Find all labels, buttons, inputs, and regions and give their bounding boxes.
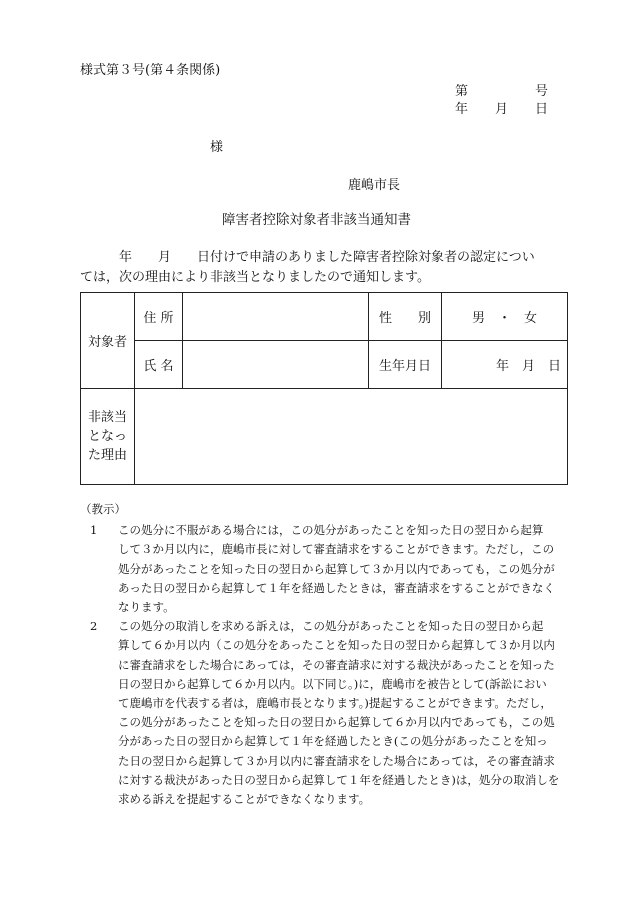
reason-label-line: た理由	[87, 448, 127, 463]
gender-options: 男 ・ 女	[471, 311, 537, 326]
reason-label-cell	[81, 389, 135, 485]
doc-number-suffix: 号	[535, 84, 549, 99]
document-title: 障害者控除対象者非該当通知書	[222, 212, 411, 228]
intro-paragraph	[80, 248, 570, 288]
subject-label-cell	[81, 293, 135, 389]
instruction-line: 日の翌日から起算して６か月以内。以下同じ。)に，鹿嶋市を被告として(訴訟におい	[118, 676, 547, 691]
instruction-number: 2	[90, 619, 98, 634]
instruction-line: この処分の取消しを求める訴えは，この処分があったことを知った日の翌日から起	[118, 619, 544, 634]
gender-label-cell	[369, 293, 442, 341]
address-label-cell	[135, 293, 183, 341]
instruction-line: 分があった日の翌日から起算して１年を経過したとき(この処分があったことを知っ	[118, 734, 548, 749]
instructions-heading: （教示）	[80, 502, 126, 516]
intro-line: ては，次の理由により非該当となりましたので通知します。	[80, 270, 430, 285]
instruction-body	[112, 617, 570, 809]
address-label: 住 所	[143, 311, 174, 326]
name-label: 氏 名	[143, 359, 174, 374]
dob-label: 生年月日	[378, 359, 431, 374]
instruction-item	[80, 521, 570, 617]
dob-value-cell	[442, 341, 568, 389]
issuer: 鹿嶋市長	[348, 178, 401, 193]
doc-number-prefix: 第	[455, 84, 469, 99]
date-month: 月	[495, 102, 509, 117]
reason-label-line: 非該当	[87, 410, 127, 425]
intro-line: 年 月 日付けで申請のありました障害者控除対象者の認定につい	[80, 250, 535, 265]
date-year: 年	[455, 102, 469, 117]
instruction-line: して３か月以内に，鹿嶋市長に対して審査請求をすることができます。ただし，この	[118, 542, 555, 557]
gender-options-cell	[442, 293, 568, 341]
instruction-line: 算して６か月以内（この処分をあったことを知った日の翌日から起算して３か月以内	[118, 638, 555, 653]
instruction-line: た日の翌日から起算して３か月以内に審査請求をした場合にあっては，その審査請求	[118, 753, 555, 768]
instruction-body	[112, 521, 570, 617]
instruction-number: 1	[90, 523, 98, 538]
instruction-line: に審査請求をした場合にあっては，その審査請求に対する裁決があったことを知った	[118, 657, 555, 672]
reason-label-line: となっ	[87, 429, 127, 444]
instruction-line: に対する裁決があった日の翌日から起算して１年を経過したとき)は，処分の取消しを	[118, 772, 560, 787]
name-label-cell	[135, 341, 183, 389]
dob-label-cell	[369, 341, 442, 389]
instruction-line: 求める訴えを提起することができなくなります。	[118, 792, 371, 807]
instructions-section	[80, 500, 570, 809]
reason-value-cell	[135, 389, 568, 485]
gender-label: 性 別	[378, 311, 431, 326]
instruction-line: この処分に不服がある場合には，この処分があったことを知った日の翌日から起算	[118, 523, 544, 538]
addressee-suffix: 様	[210, 140, 224, 155]
instruction-line: 処分があったことを知った日の翌日から起算して３か月以内であっても，この処分が	[118, 561, 555, 576]
instruction-line: あった日の翌日から起算して１年を経過したときは，審査請求をすることができなく	[118, 580, 555, 595]
dob-value: 年 月 日	[495, 359, 561, 374]
date-day: 日	[535, 102, 549, 117]
instruction-line: この処分があったことを知った日の翌日から起算して６か月以内であっても，この処	[118, 715, 555, 730]
name-value-cell	[183, 341, 369, 389]
address-value-cell	[183, 293, 369, 341]
subject-label: 対象者	[87, 335, 127, 350]
form-number: 様式第３号(第４条関係)	[80, 63, 221, 78]
instruction-line: て鹿嶋市を代表する者は，鹿嶋市長となります。)提起することができます。ただし，	[118, 696, 552, 711]
subject-table	[80, 292, 568, 485]
instruction-line: なります。	[118, 600, 175, 615]
instruction-item	[80, 617, 570, 809]
